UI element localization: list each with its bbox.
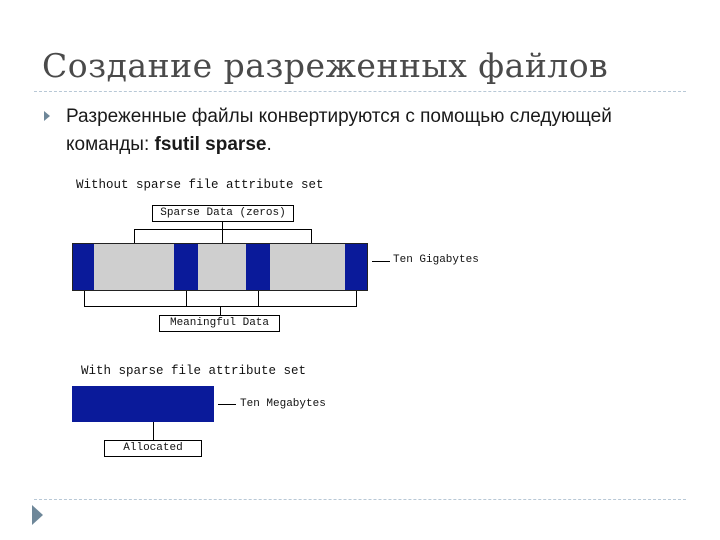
bullet-text-body: Разреженные файлы конвертируются с помощью следующей команды: (66, 106, 612, 155)
command-text: fsutil sparse (154, 134, 267, 155)
meaningful-bracket-tick-2 (186, 291, 187, 306)
sparse-segment-3 (270, 243, 345, 291)
sparse-data-label: Sparse Data (zeros) (160, 207, 286, 219)
ten-megabyte-bar (72, 386, 214, 422)
bullet-text (66, 103, 666, 159)
sparse-bracket-tick-3 (311, 229, 312, 243)
meaningful-bracket-stem (220, 306, 221, 315)
sparse-bracket-tick-1 (134, 229, 135, 243)
ten-megabytes-label: Ten Megabytes (240, 398, 326, 410)
allocated-segment-1 (72, 243, 94, 291)
allocated-segment-3 (246, 243, 270, 291)
ten-gigabytes-label: Ten Gigabytes (393, 254, 479, 266)
meaningful-bracket-tick-1 (84, 291, 85, 306)
sparse-data-label-box (152, 205, 294, 222)
allocated-segment-2 (174, 243, 198, 291)
meaningful-data-label: Meaningful Data (169, 317, 270, 329)
corner-arrow-icon (32, 505, 43, 525)
with-sparse-heading: With sparse file attribute set (81, 364, 307, 378)
sparse-bracket-bar (134, 229, 312, 230)
meaningful-data-label-box (159, 315, 280, 332)
sparse-segment-1 (94, 243, 174, 291)
allocated-label-box (104, 440, 202, 457)
ten-gigabytes-leader (372, 261, 390, 262)
sparse-bracket-stem (222, 222, 223, 229)
sparse-bracket-tick-2 (222, 229, 223, 243)
bullet-arrow-icon (44, 111, 50, 121)
slide-title: Создание разреженных файлов (42, 46, 609, 85)
allocated-label: Allocated (123, 442, 183, 454)
without-sparse-heading: Without sparse file attribute set (76, 178, 324, 192)
sparse-segment-2 (198, 243, 246, 291)
ten-megabytes-leader (218, 404, 236, 405)
meaningful-bracket-tick-3 (258, 291, 259, 306)
bullet-text-end: . (266, 134, 272, 155)
meaningful-bracket-tick-4 (356, 291, 357, 306)
bottom-dashed-divider (34, 499, 686, 500)
allocated-leader (153, 422, 154, 440)
top-dashed-divider (34, 91, 686, 92)
allocated-segment-4 (345, 243, 368, 291)
